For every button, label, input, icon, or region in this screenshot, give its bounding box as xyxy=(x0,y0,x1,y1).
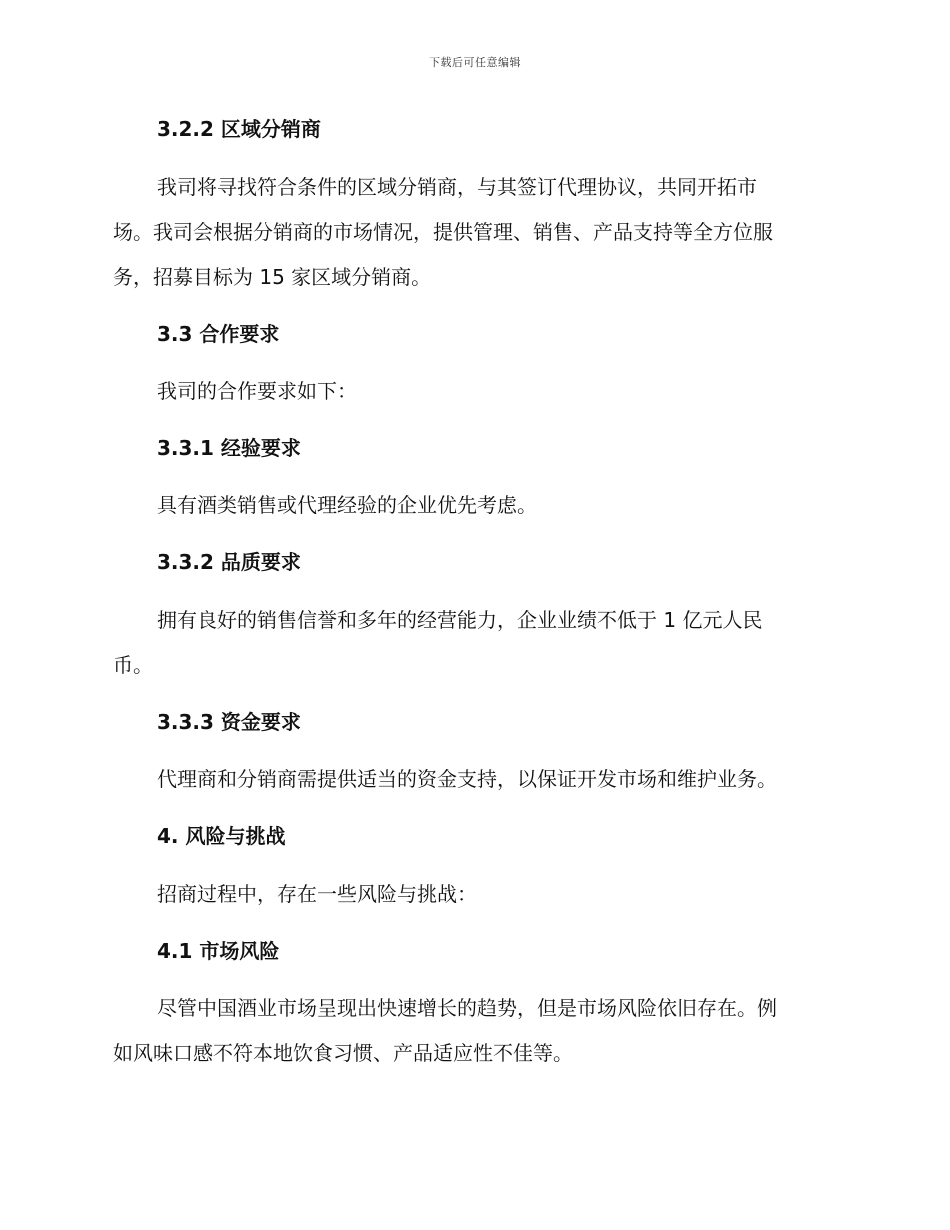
section-heading-3-3-2: 3.3.2 品质要求 xyxy=(157,550,301,574)
section-heading-3-3-3: 3.3.3 资金要求 xyxy=(157,710,301,734)
section-heading-3-2-2: 3.2.2 区域分销商 xyxy=(157,117,321,141)
paragraph-line: 代理商和分销商需提供适当的资金支持，以保证开发市场和维护业务。 xyxy=(157,767,777,791)
section-heading-4: 4. 风险与挑战 xyxy=(157,824,286,848)
paragraph-line: 我司的合作要求如下： xyxy=(157,379,357,403)
section-heading-3-3-1: 3.3.1 经验要求 xyxy=(157,436,301,460)
paragraph-line: 招商过程中，存在一些风险与挑战： xyxy=(157,882,477,906)
section-heading-4-1: 4.1 市场风险 xyxy=(157,939,280,963)
paragraph-line: 如风味口感不符本地饮食习惯、产品适应性不佳等。 xyxy=(113,1041,573,1065)
paragraph-line: 尽管中国酒业市场呈现出快速增长的趋势，但是市场风险依旧存在。例 xyxy=(157,996,777,1020)
paragraph-line: 具有酒类销售或代理经验的企业优先考虑。 xyxy=(157,493,537,517)
paragraph-line: 我司将寻找符合条件的区域分销商，与其签订代理协议，共同开拓市 xyxy=(157,175,757,199)
page-header: 下载后可任意编辑 xyxy=(429,56,521,69)
paragraph-line: 场。我司会根据分销商的市场情况，提供管理、销售、产品支持等全方位服 xyxy=(113,220,773,244)
paragraph-line: 币。 xyxy=(113,653,153,677)
paragraph-line: 务，招募目标为 15 家区域分销商。 xyxy=(113,265,432,289)
paragraph-line: 拥有良好的销售信誉和多年的经营能力，企业业绩不低于 1 亿元人民 xyxy=(157,608,763,632)
section-heading-3-3: 3.3 合作要求 xyxy=(157,322,280,346)
